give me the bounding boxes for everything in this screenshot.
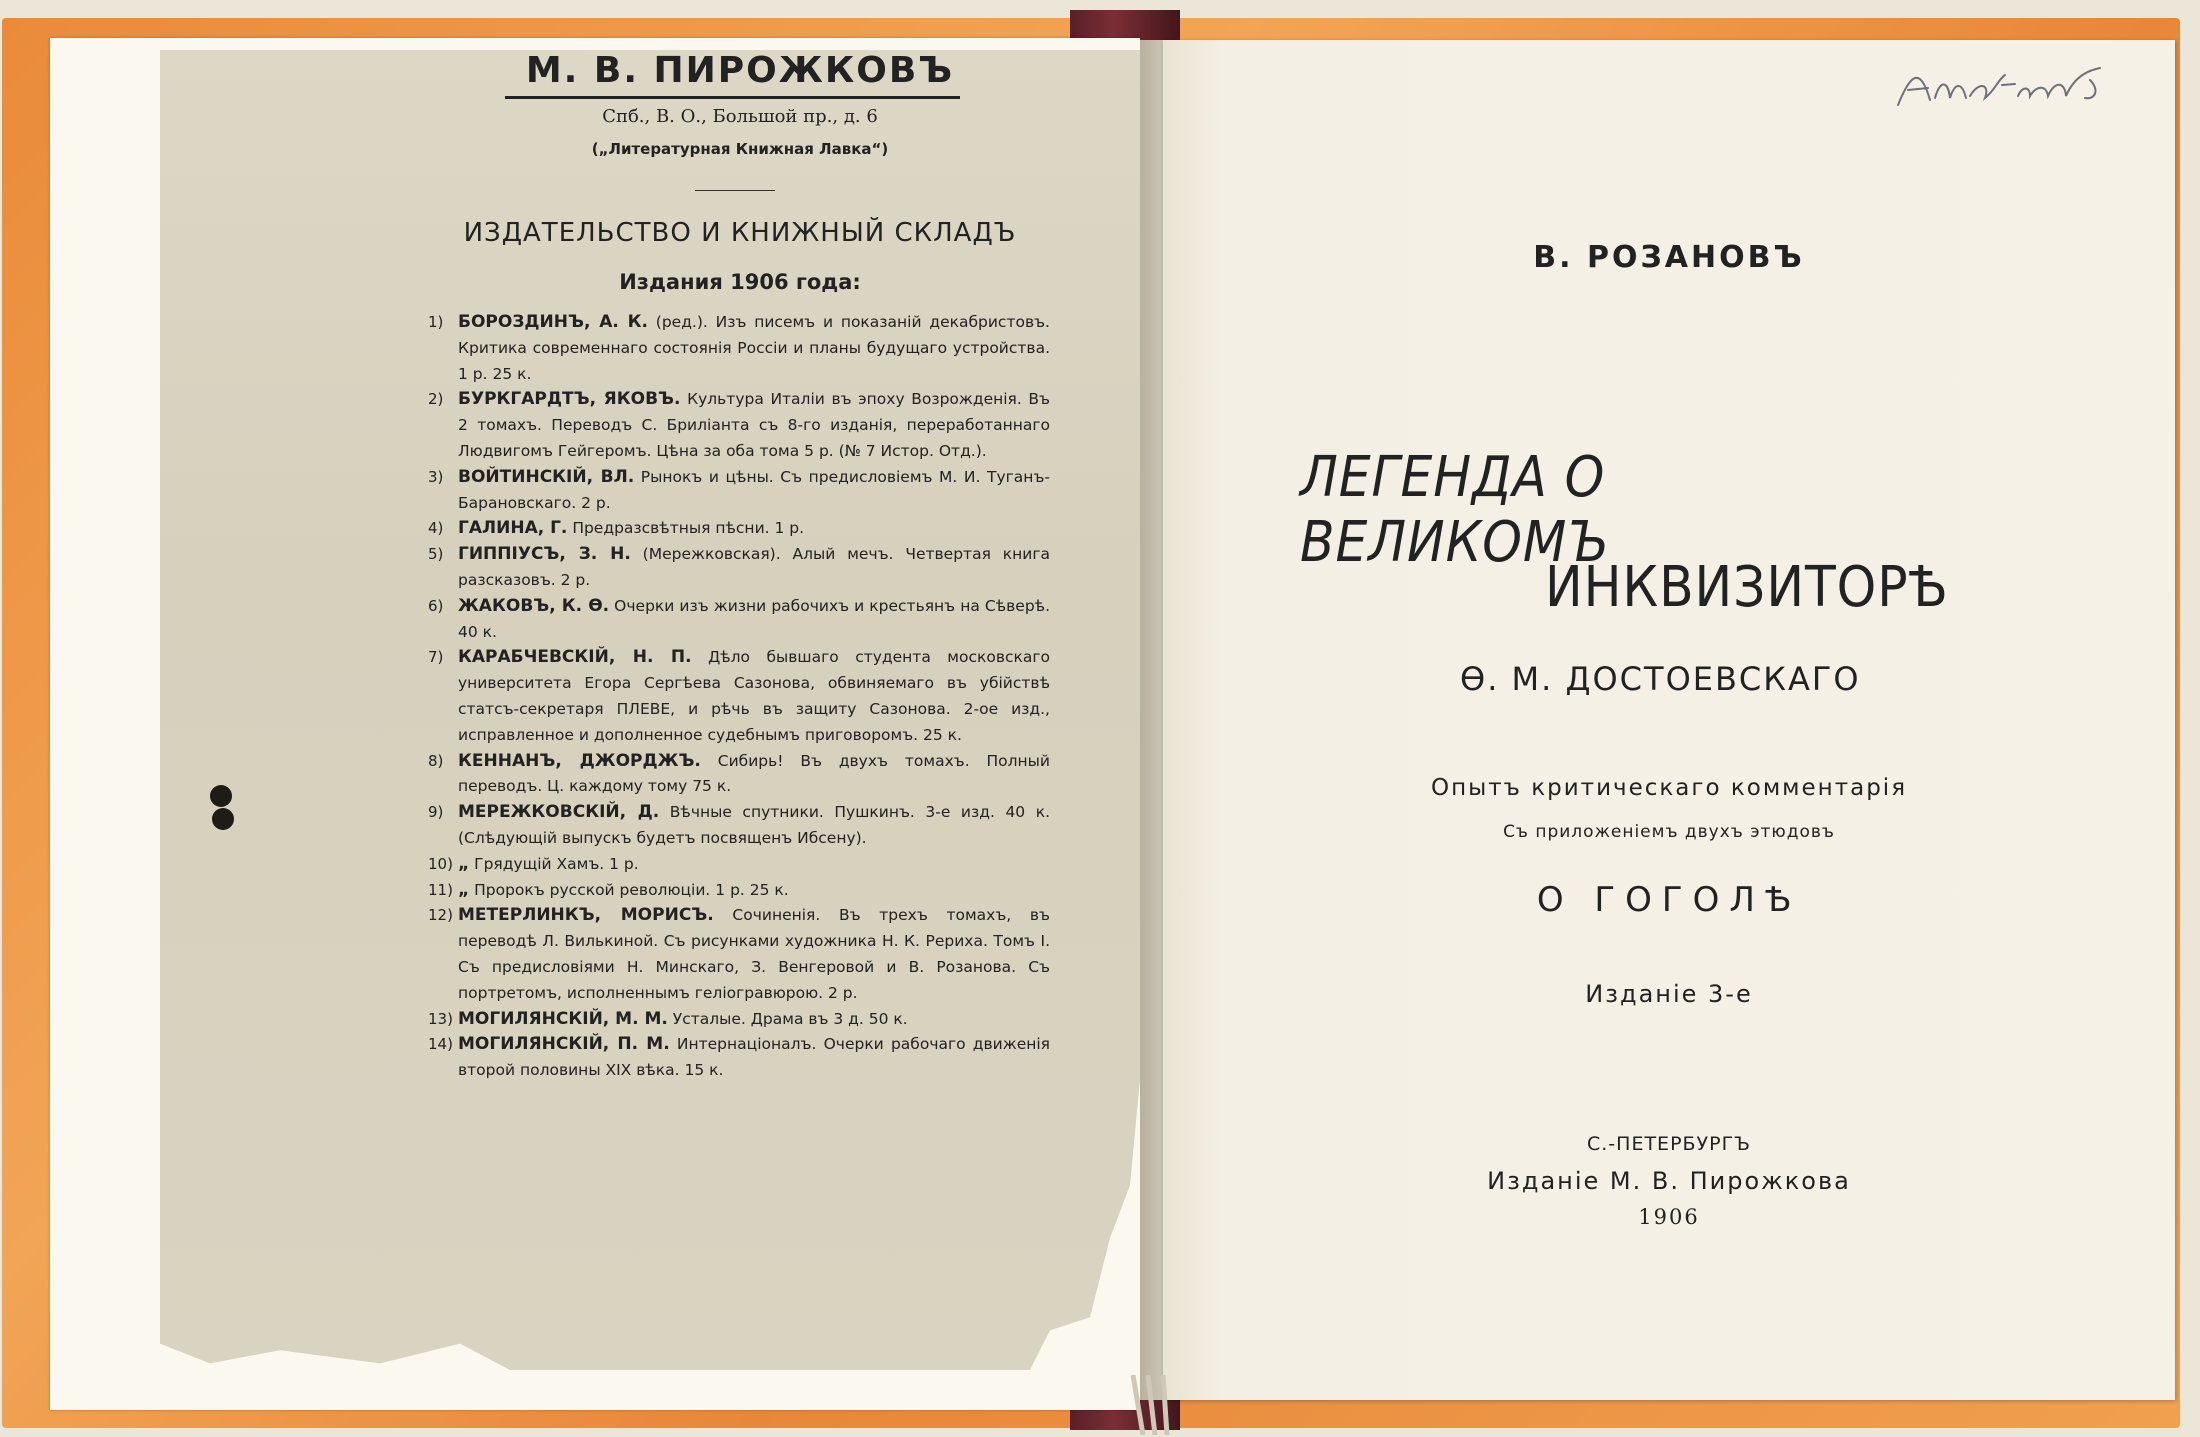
essay-title: О ГОГОЛѢ (1536, 880, 1802, 920)
item-text: Культура Италіи въ эпоху Возрожденія. Въ 2 томахъ. Переводъ С. Бриліанта съ 8-го изданія, переработаннаго Людвигомъ Гейгеромъ. Цѣна за оба тома 5 р. (№ 7 Истор. Отд.). (458, 390, 1050, 460)
insert-address: Спб., В. О., Большой пр., д. 6 (602, 106, 878, 127)
item-text: Очерки изъ жизни рабочихъ и крестьянъ на Сѣверѣ. 40 к. (458, 596, 1050, 641)
item-number: 13) (428, 1009, 453, 1028)
item-author: „ (458, 879, 470, 900)
bookmark-ribbon-icon (1123, 1375, 1183, 1435)
item-author: МОГИЛЯНСКІЙ, М. М. (458, 1008, 668, 1029)
item-number: 7) (428, 648, 444, 667)
list-item (430, 1032, 1050, 1084)
item-text: Грядущій Хамъ. 1 р. (469, 854, 639, 873)
list-item (430, 852, 1050, 878)
insert-subheading: Издания 1906 года: (619, 270, 861, 294)
item-author: ЖАКОВЪ, К. Ѳ. (458, 595, 610, 616)
publisher-underline (505, 96, 960, 99)
imprint-publisher: Изданіе М. В. Пирожкова (1487, 1167, 1851, 1195)
item-text: Вѣчные спутники. Пушкинъ. 3-е изд. 40 к. (Слѣдующій выпускъ будетъ посвященъ Ибсену). (458, 803, 1050, 847)
item-text: (Мережковская). Алый мечъ. Четвертая книга разсказовъ. 2 р. (458, 545, 1050, 589)
item-number: 3) (428, 467, 444, 486)
list-item (430, 387, 1050, 464)
item-text: Сибирь! Въ двухъ томахъ. Полный переводъ. Ц. каждому тому 75 к. (458, 751, 1050, 796)
item-author: МОГИЛЯНСКІЙ, П. М. (458, 1034, 670, 1055)
list-item (430, 542, 1050, 594)
list-item (430, 1007, 1050, 1033)
publication-list (430, 310, 1050, 1084)
divider (695, 190, 775, 191)
list-item (430, 594, 1050, 646)
item-author: БОРОЗДИНЪ, А. К. (458, 312, 648, 332)
item-text: Дѣло бывшаго студента московскаго университета Егора Сергѣева Сазонова, обвиняемаго въ убійствѣ статсъ-секретаря ПЛЕВЕ, и рѣчь въ защиту Сазонова. 2-ое изд., исправленное и дополненное судебнымъ приговоромъ. 25 к. (458, 648, 1050, 744)
item-author: КАРАБЧЕВСКІЙ, Н. П. (458, 647, 692, 668)
list-item (430, 903, 1050, 1006)
item-number: 2) (428, 390, 444, 409)
binding-hole-icon (210, 785, 232, 807)
title-line-2: ИНКВИЗИТОРѢ (1545, 555, 1949, 620)
item-author: ГАЛИНА, Г. (458, 518, 568, 539)
item-text: Пророкъ русской революціи. 1 р. 25 к. (469, 880, 789, 899)
item-number: 8) (428, 751, 444, 770)
list-item (430, 878, 1050, 904)
item-text: Усталые. Драма въ 3 д. 50 к. (667, 1009, 908, 1028)
subtitle-2: Съ приложеніемъ двухъ этюдовъ (1503, 822, 1835, 842)
list-item (430, 516, 1050, 542)
handwritten-signature-icon (1890, 60, 2120, 120)
edition: Изданіе 3-е (1585, 980, 1753, 1008)
imprint-city: С.-ПЕТЕРБУРГЪ (1587, 1133, 1751, 1155)
item-number: 12) (428, 906, 453, 925)
item-number: 4) (428, 519, 444, 538)
item-text: Интернаціоналъ. Очерки рабочаго движенія второй половины XIX вѣка. 15 к. (458, 1035, 1050, 1080)
item-number: 5) (428, 545, 444, 564)
item-text: Предразсвѣтныя пѣсни. 1 р. (567, 519, 805, 538)
list-item (430, 800, 1050, 852)
item-author: МЕТЕРЛИНКЪ, МОРИСЪ. (458, 905, 714, 926)
item-number: 9) (428, 803, 444, 822)
item-author: БУРКГАРДТЪ, ЯКОВЪ. (458, 389, 681, 410)
item-author: ВОЙТИНСКІЙ, ВЛ. (458, 466, 635, 487)
insert-publisher: М. В. ПИРОЖКОВЪ (525, 50, 955, 91)
item-number: 10) (428, 854, 453, 873)
list-item (430, 310, 1050, 387)
item-number: 6) (428, 596, 444, 615)
item-number: 14) (428, 1035, 453, 1054)
item-number: 1) (428, 313, 444, 331)
item-number: 11) (428, 880, 453, 899)
binding-hole-icon (212, 808, 234, 830)
item-text: Рынокъ и цѣны. Съ предисловіемъ М. И. Туганъ-Барановскаго. 2 р. (458, 467, 1050, 512)
title-line-3: Ѳ. М. ДОСТОЕВСКАГО (1460, 660, 1861, 698)
insert-heading: ИЗДАТЕЛЬСТВО И КНИЖНЫЙ СКЛАДЪ (463, 218, 1017, 248)
item-text: Сочиненія. Въ трехъ томахъ, въ переводѣ Л. Вилькиной. Съ рисунками художника Н. К. Рериха. Томъ I. Съ предисловіями Н. Минскаго, З. Венгеровой и В. Розанова. Съ портретомъ, исполненнымъ геліогравюрою. 2 р. (458, 906, 1050, 1002)
subtitle-1: Опытъ критическаго комментарія (1430, 775, 1908, 801)
item-author: ГИППІУСЪ, З. Н. (458, 544, 631, 565)
item-author: „ (458, 853, 470, 874)
list-item (430, 465, 1050, 517)
imprint-year: 1906 (1638, 1205, 1700, 1229)
list-item (430, 645, 1050, 748)
item-author: КЕННАНЪ, ДЖОРДЖЪ. (458, 750, 701, 771)
title-line-1: ЛЕГЕНДА О ВЕЛИКОМЪ (1300, 445, 1611, 575)
insert-shop-name: („Литературная Книжная Лавка“) (591, 140, 889, 158)
item-author: МЕРЕЖКОВСКІЙ, Д. (458, 802, 660, 823)
list-item (430, 749, 1050, 801)
title-author: В. РОЗАНОВЪ (1533, 240, 1805, 275)
item-text: (ред.). Изъ писемъ и показаній декабристовъ. Критика современнаго состоянія Россіи и планы будущаго устройства. 1 р. 25 к. (458, 313, 1050, 383)
